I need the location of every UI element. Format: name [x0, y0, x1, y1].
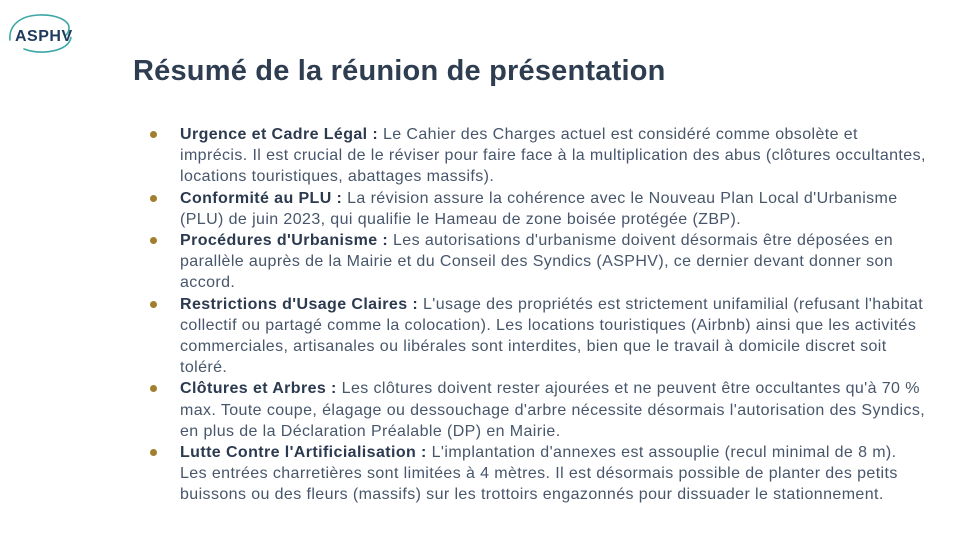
- list-item: [150, 188, 928, 230]
- list-item: [150, 124, 928, 188]
- bullet-text: Le Cahier des Charges actuel est considéré comme obsolète et imprécis. Il est crucial de le réviser pour faire face à la multiplication des abus (clôtures occultantes, locations touristiques, abattages massifs).: [180, 126, 926, 186]
- bullet-heading: Procédures d'Urbanisme :: [180, 232, 389, 250]
- list-item: [150, 442, 928, 506]
- bullet-heading: Urgence et Cadre Légal :: [180, 126, 379, 143]
- bullet-heading: Clôtures et Arbres :: [180, 380, 337, 398]
- bullet-dot-icon: [150, 385, 157, 392]
- logo-text: ASPHV: [15, 28, 73, 45]
- bullet-text: La révision assure la cohérence avec le Nouveau Plan Local d'Urbanisme (PLU) de juin 2023, qui qualifie le Hameau de zone boisée protégée (ZBP).: [180, 189, 898, 228]
- bullet-dot-icon: [150, 131, 157, 138]
- bullet-dot-icon: [150, 301, 157, 308]
- bullet-dot-icon: [150, 449, 157, 456]
- bullet-text: L'usage des propriétés est strictement unifamilial (refusant l'habitat collectif ou partagé comme la colocation). Les locations touristiques (Airbnb) ainsi que les activités commerciales, artisanales ou libérales sont interdites, bien que le travail à domicile discret soit toléré.: [180, 295, 924, 377]
- bullet-heading: Restrictions d'Usage Claires :: [180, 295, 419, 313]
- list-item: [150, 230, 928, 294]
- bullet-dot-icon: [150, 237, 157, 244]
- bullet-heading: Conformité au PLU :: [180, 189, 343, 207]
- bullet-heading: Lutte Contre l'Artificialisation :: [180, 444, 427, 462]
- bullet-text: Les clôtures doivent rester ajourées et ne peuvent être occultantes qu'à 70 % max. Toute coupe, élagage ou dessouchage d'arbre nécessite désormais l'autorisation des Syndics, en plus de la Déclaration Préalable (DP) en Mairie.: [180, 380, 926, 440]
- bullet-text: L'implantation d'annexes est assouplie (recul minimal de 8 m). Les entrées charretières sont limitées à 4 mètres. Il est désormais possible de planter des petits buissons ou des fleurs (massifs) sur les trottoirs engazonnés pour dissuader le stationnement.: [180, 444, 898, 504]
- list-item: [150, 378, 928, 442]
- bullet-dot-icon: [150, 195, 157, 202]
- list-item: [150, 294, 928, 379]
- page-title: Résumé de la réunion de présentation: [133, 55, 666, 87]
- asphv-logo: [6, 6, 76, 56]
- bullet-text: Les autorisations d'urbanisme doivent désormais être déposées en parallèle auprès de la Mairie et du Conseil des Syndics (ASPHV), ce dernier devant donner son accord.: [180, 232, 894, 292]
- summary-bullet-list: [150, 124, 928, 506]
